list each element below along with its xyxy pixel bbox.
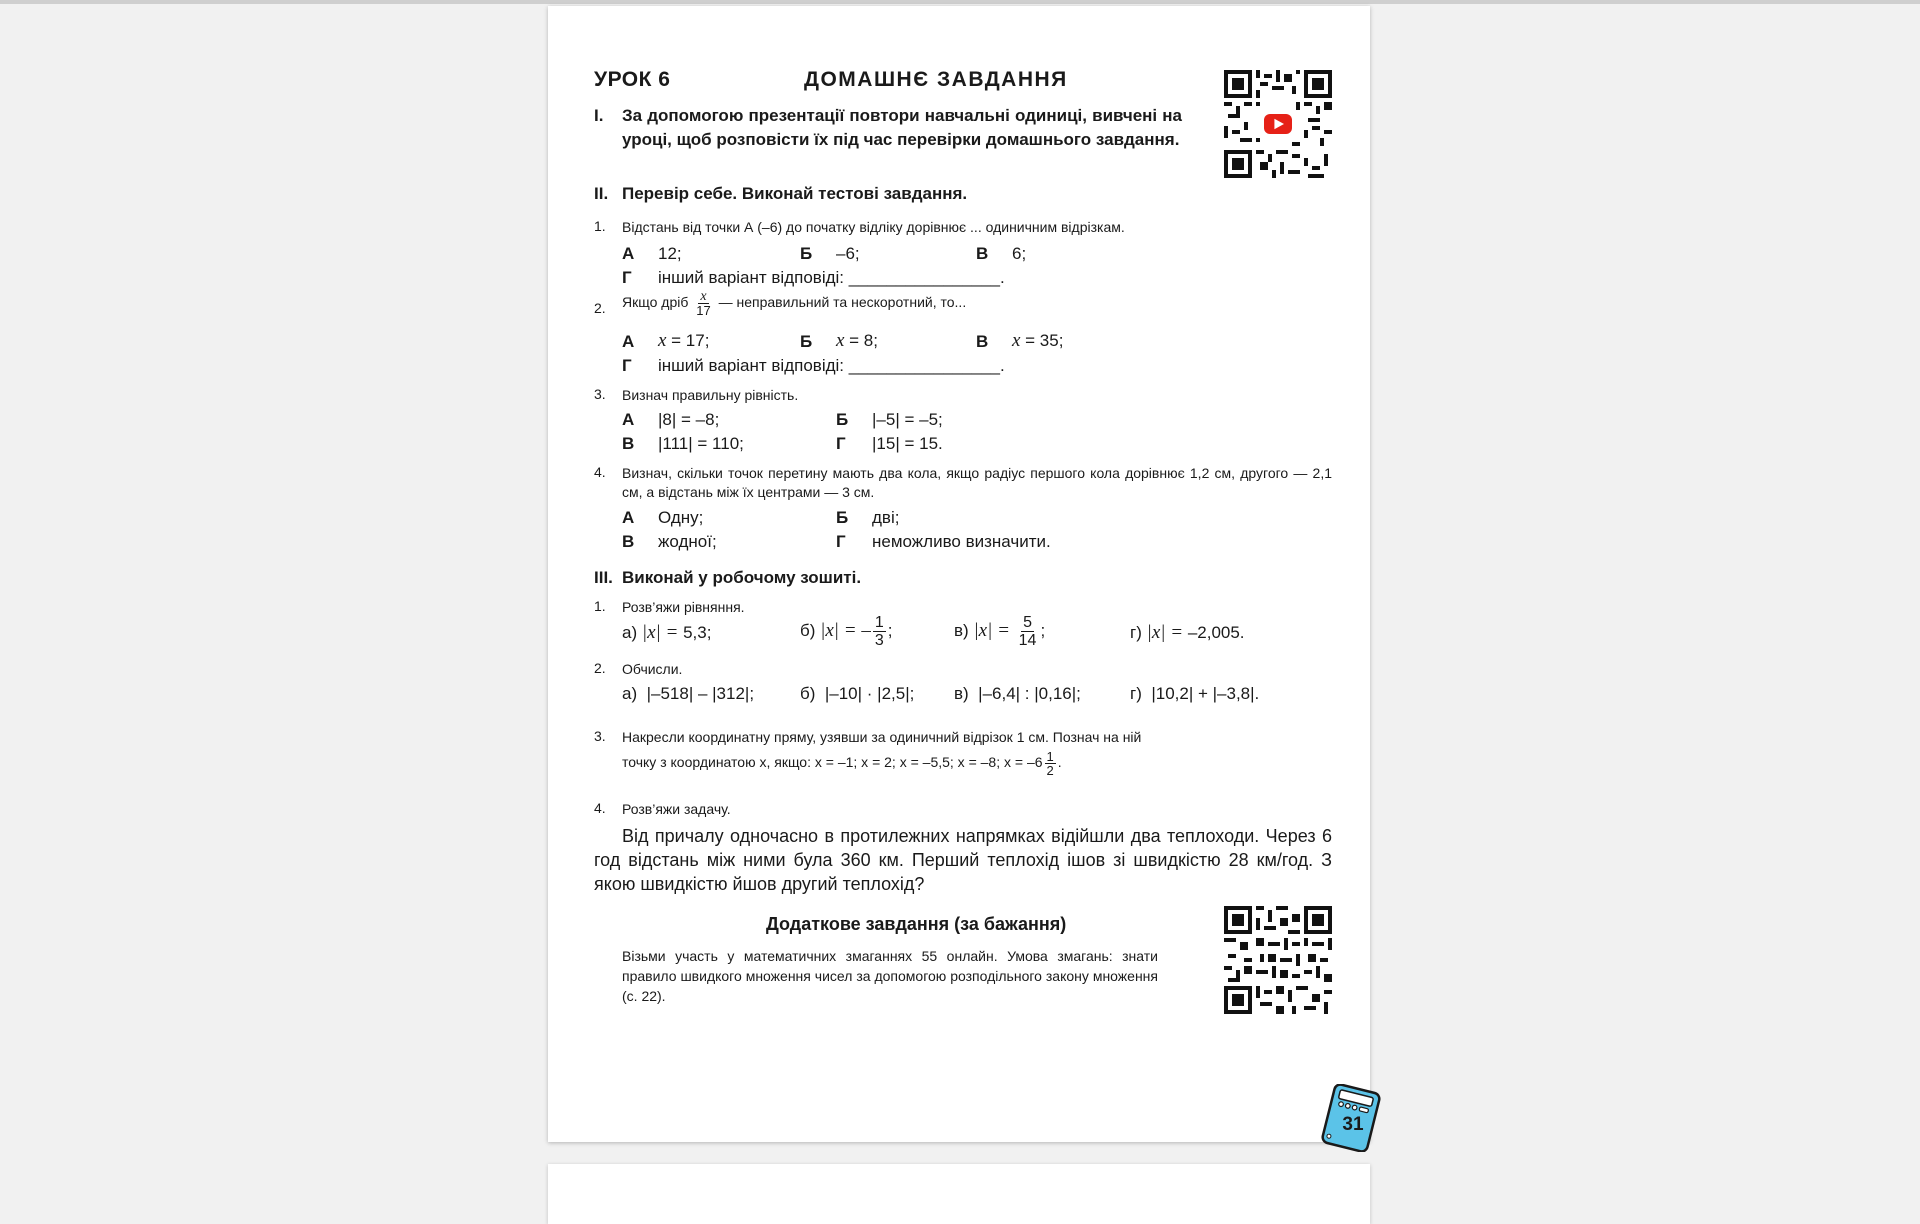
item-label: в) bbox=[954, 684, 969, 703]
test-4-option-a-value: Одну; bbox=[658, 508, 704, 527]
task-4-problem: Від причалу одночасно в протилежних напрямках відійшли два теплоходи. Через 6 год відстань між ними була 360 км. Перший теплохід ішов зі швидкістю 28 км/год. З якою швидкістю йшов другий теплохід? bbox=[594, 826, 1332, 894]
test-1-option-d-letter: Г bbox=[622, 268, 632, 287]
task-2-c bbox=[954, 684, 1081, 704]
task-3-line-2 bbox=[622, 750, 1062, 777]
task-1-d bbox=[1130, 622, 1245, 644]
test-2-number: 2. bbox=[594, 300, 606, 316]
equation-lhs: |x| = bbox=[641, 622, 684, 643]
task-1-a bbox=[622, 622, 792, 644]
task-3-values: точку з координатою x, якщо: x = –1; x = 2; x = –5,5; x = –8; x = –6 bbox=[622, 754, 1043, 771]
option-value: = 35; bbox=[1020, 331, 1064, 350]
task-3-line-1: Накресли координатну пряму, узявши за одиничний відрізок 1 см. Познач на ній bbox=[622, 729, 1142, 745]
task-2-text: Обчисли. bbox=[622, 661, 683, 677]
test-3-text: Визнач правильну рівність. bbox=[622, 387, 799, 403]
test-3-number: 3. bbox=[594, 386, 606, 402]
section-3-number: III. bbox=[594, 568, 613, 587]
lesson-label: УРОК 6 bbox=[594, 68, 671, 91]
test-2-option-d-value: інший варіант відповіді: ________________. bbox=[658, 356, 1005, 375]
qr-code-icon bbox=[1224, 906, 1332, 1014]
expression: |10,2| + |–3,8|. bbox=[1151, 684, 1260, 703]
fraction-denominator: 17 bbox=[696, 303, 711, 318]
test-2-fraction bbox=[694, 290, 712, 317]
test-3-option-c-value: |111| = 110; bbox=[658, 434, 744, 453]
task-1-c bbox=[954, 614, 1045, 649]
document-page bbox=[548, 6, 1370, 1142]
fraction bbox=[1017, 614, 1039, 649]
test-1-number: 1. bbox=[594, 218, 606, 234]
viewer-top-bar bbox=[0, 0, 1920, 4]
item-label: б) bbox=[800, 620, 816, 640]
test-4-option-c-value: жодної; bbox=[658, 532, 717, 551]
item-label: г) bbox=[1130, 623, 1142, 642]
qr-code-icon bbox=[1224, 70, 1332, 178]
test-4-option-a-letter: А bbox=[622, 508, 635, 527]
task-3-number: 3. bbox=[594, 728, 606, 744]
task-2-d bbox=[1130, 684, 1259, 704]
test-1-option-c-value: 6; bbox=[1012, 244, 1027, 263]
fraction bbox=[873, 614, 886, 649]
task-2-number: 2. bbox=[594, 660, 606, 676]
test-1-option-a-letter: А bbox=[622, 244, 635, 263]
task-1-b bbox=[800, 614, 892, 649]
test-4-option-d-letter: Г bbox=[836, 532, 846, 551]
item-label: г) bbox=[1130, 684, 1142, 703]
section-1-number: I. bbox=[594, 106, 604, 125]
task-2-b bbox=[800, 684, 914, 704]
expression: |–10| · |2,5|; bbox=[824, 684, 915, 703]
page-title: ДОМАШНЄ ЗАВДАННЯ bbox=[804, 68, 1068, 91]
test-1-option-a-value: 12; bbox=[658, 244, 682, 263]
task-4-number: 4. bbox=[594, 800, 606, 816]
section-1-text: За допомогою презентації повтори навчальні одиниці, вивчені на уроці, щоб розповісти їх під час перевірки домашнього завдання. bbox=[622, 106, 1182, 149]
test-2-pre: Якщо дріб bbox=[622, 294, 689, 311]
equation-lhs: |x| = – bbox=[820, 619, 871, 641]
option-value: = 17; bbox=[666, 331, 710, 350]
fraction-denominator: 14 bbox=[1018, 632, 1037, 649]
test-2-option-b-letter: Б bbox=[800, 332, 813, 351]
test-1-option-b-letter: Б bbox=[800, 244, 813, 263]
fraction bbox=[1045, 750, 1056, 777]
test-3-option-a-value: |8| = –8; bbox=[658, 410, 720, 429]
test-2-option-a-value bbox=[658, 330, 709, 352]
fraction-numerator: 5 bbox=[1023, 614, 1032, 631]
test-1-text: Відстань від точки А (–6) до початку відліку дорівнює ... одиничним відрізкам. bbox=[622, 219, 1125, 235]
test-4-text: Визнач, скільки точок перетину мають два кола, якщо радіус першого кола дорівнює 1,2 см, другого — 2,1 см, а відстань між їх центрами — 3 см. bbox=[622, 465, 1332, 500]
test-3-option-a-letter: А bbox=[622, 410, 635, 429]
task-1-number: 1. bbox=[594, 598, 606, 614]
fraction-numerator: 1 bbox=[874, 614, 884, 631]
test-1-option-d-value: інший варіант відповіді: ________________. bbox=[658, 268, 1005, 287]
test-2-option-c-value bbox=[1012, 330, 1063, 352]
fraction-denominator: 2 bbox=[1046, 763, 1054, 778]
test-4-option-c-letter: В bbox=[622, 532, 635, 551]
fraction-numerator: x bbox=[700, 289, 707, 304]
test-4-option-b-value: дві; bbox=[872, 508, 900, 527]
variable-x: x bbox=[1012, 330, 1021, 351]
item-label: б) bbox=[800, 684, 816, 703]
equation-lhs: |x| = bbox=[973, 619, 1015, 641]
extra-task-text: Візьми участь у математичних змаганнях 55 онлайн. Умова змагань: знати правило швидкого множення чисел за допомогою розподільного закону множення (с. 22). bbox=[622, 948, 1158, 1004]
test-2-text bbox=[622, 290, 966, 317]
test-3-option-b-letter: Б bbox=[836, 410, 849, 429]
test-4-option-d-value: неможливо визначити. bbox=[872, 532, 1051, 551]
expression: |–6,4| : |0,16|; bbox=[978, 684, 1081, 703]
item-end: ; bbox=[887, 620, 893, 640]
page-number-badge bbox=[1316, 1084, 1386, 1157]
item-end: . bbox=[1057, 754, 1062, 771]
test-3-option-d-value: |15| = 15. bbox=[872, 434, 943, 453]
test-2-option-d-letter: Г bbox=[622, 356, 632, 375]
equation-rhs: –2,005. bbox=[1187, 623, 1245, 642]
next-document-page bbox=[548, 1164, 1370, 1224]
item-end: ; bbox=[1040, 620, 1046, 640]
test-2-option-b-value bbox=[836, 330, 878, 352]
test-4-number: 4. bbox=[594, 464, 606, 480]
test-3-option-c-letter: В bbox=[622, 434, 635, 453]
task-4-text: Розв’яжи задачу. bbox=[622, 801, 731, 817]
test-1-option-c-letter: В bbox=[976, 244, 989, 263]
section-3-title: Виконай у робочому зошиті. bbox=[622, 568, 862, 587]
task-1-text: Розв’яжи рівняння. bbox=[622, 599, 745, 615]
test-3-option-d-letter: Г bbox=[836, 434, 846, 453]
test-4-option-b-letter: Б bbox=[836, 508, 849, 527]
variable-x: x bbox=[658, 330, 667, 351]
variable-x: x bbox=[836, 330, 845, 351]
test-2-post: — неправильний та нескоротний, то... bbox=[718, 294, 967, 311]
fraction-numerator: 1 bbox=[1046, 749, 1054, 764]
equation-rhs: 5,3; bbox=[683, 623, 712, 642]
fraction-denominator: 3 bbox=[874, 632, 884, 649]
section-2-title: Перевір себе. Виконай тестові завдання. bbox=[622, 184, 968, 203]
item-label: в) bbox=[954, 620, 969, 640]
test-2-option-c-letter: В bbox=[976, 332, 989, 351]
qr-code-presentation[interactable] bbox=[1224, 70, 1332, 178]
extra-task-title: Додаткове завдання (за бажання) bbox=[766, 914, 1067, 934]
equation-lhs: |x| = bbox=[1146, 622, 1188, 643]
test-2-option-a-letter: А bbox=[622, 332, 635, 351]
section-2-number: II. bbox=[594, 184, 609, 203]
expression: |–518| – |312|; bbox=[646, 684, 755, 703]
qr-code-competition[interactable] bbox=[1224, 906, 1332, 1014]
item-label: а) bbox=[622, 684, 638, 703]
test-3-option-b-value: |–5| = –5; bbox=[872, 410, 943, 429]
item-label: а) bbox=[622, 623, 638, 642]
task-2-a bbox=[622, 684, 754, 704]
option-value: = 8; bbox=[844, 331, 878, 350]
page-number: 31 bbox=[1342, 1114, 1364, 1135]
test-1-option-b-value: –6; bbox=[836, 244, 860, 263]
